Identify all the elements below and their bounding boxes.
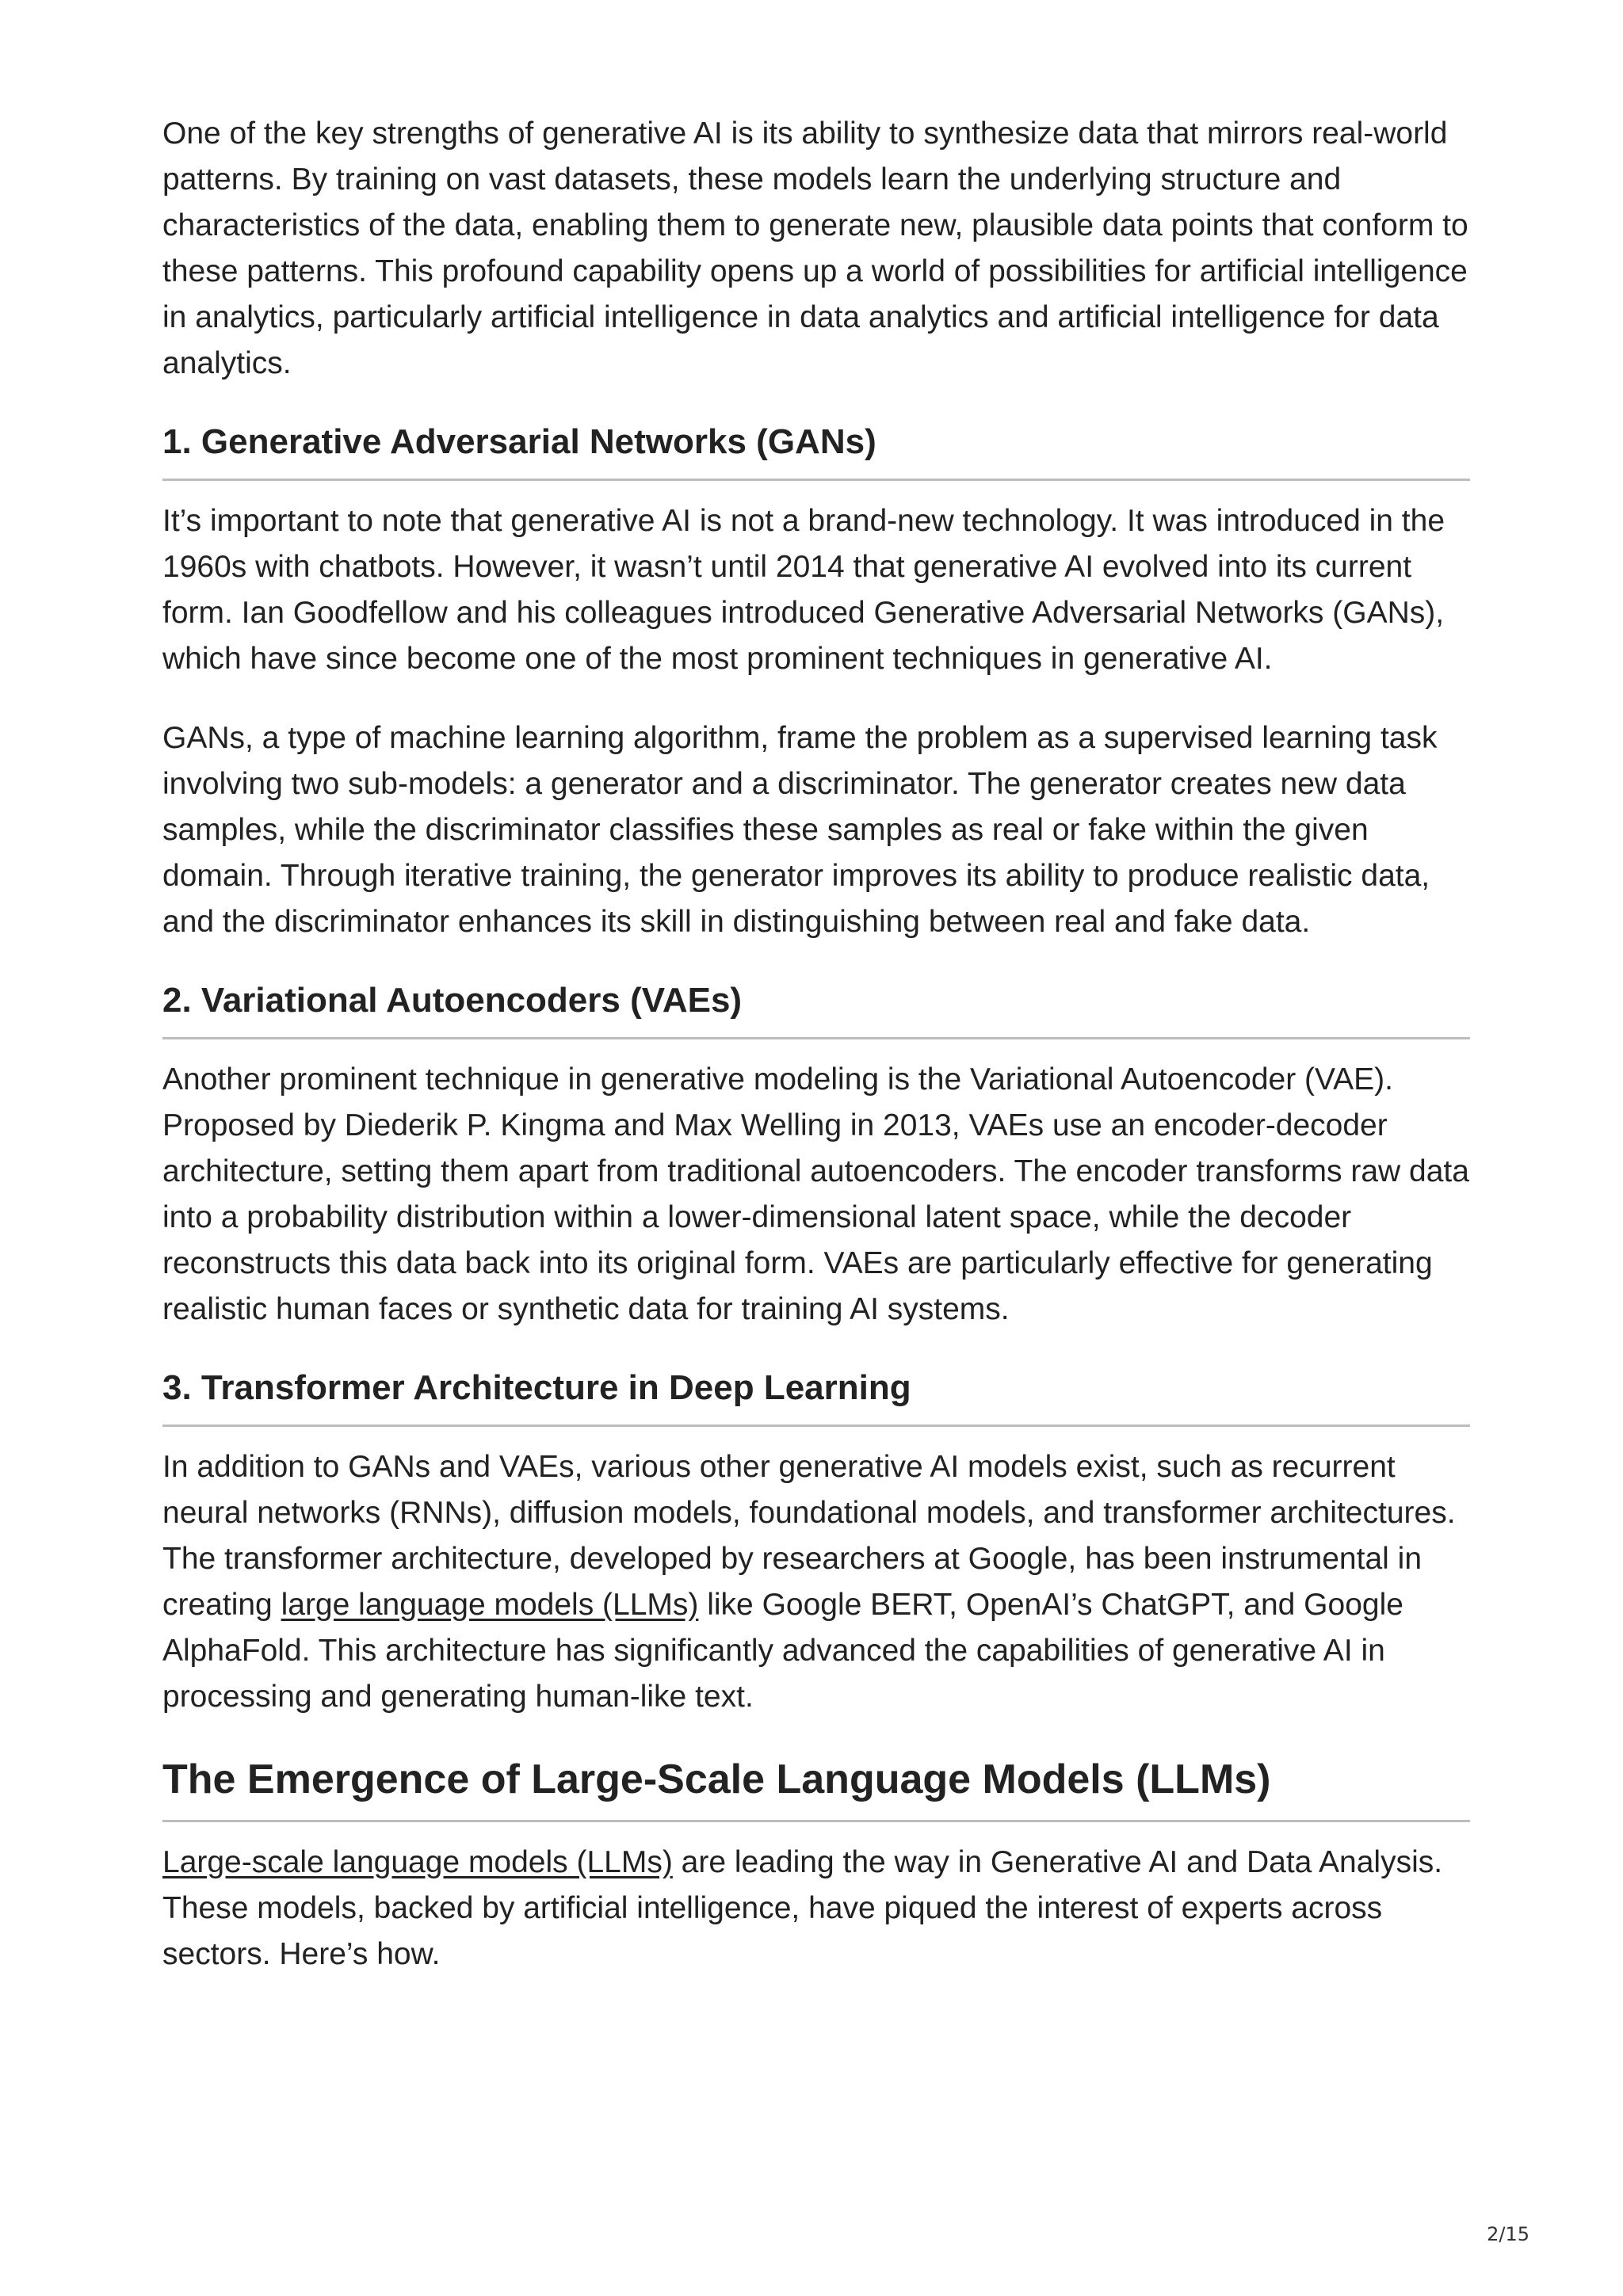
transformer-text-before-link: In addition to GANs and VAEs, various other generative AI models exist, such as recurrent neural networks (RNNs), diffusion models, foundational models, and transformer architectures. The transformer architecture, developed by researchers at Google, has been instrumental in creating <box>162 1450 1456 1622</box>
article-content <box>162 111 1470 2011</box>
section-heading-transformer: 3. Transformer Architecture in Deep Learning <box>162 1366 1470 1427</box>
transformer-text-after-link: like Google BERT, OpenAI’s ChatGPT, and Google AlphaFold. This architecture has significantly advanced the capabilities of generative AI in processing and generating human-like text. <box>162 1588 1403 1714</box>
section-heading-gans: 1. Generative Adversarial Networks (GANs) <box>162 420 1470 481</box>
vaes-paragraph: Another prominent technique in generative modeling is the Variational Autoencoder (VAE). Proposed by Diederik P. Kingma and Max Welling in 2013, VAEs use an encoder-decoder architecture, setting them apart from traditional autoencoders. The encoder transforms raw data into a probability distribution within a lower-dimensional latent space, while the decoder reconstructs this data back into its original form. VAEs are particularly effective for generating realistic human faces or synthetic data for training AI systems. <box>162 1062 1469 1326</box>
page-number: 2/15 <box>1487 2223 1529 2245</box>
llms-text-after-link: are leading the way in Generative AI and Data Analysis. These models, backed by artificial intelligence, have piqued the interest of experts across sectors. Here’s how. <box>162 1845 1443 1971</box>
section-heading-llms: The Emergence of Large-Scale Language Models (LLMs) <box>162 1753 1470 1822</box>
llms-paragraph <box>162 1840 1470 1978</box>
intro-paragraph: One of the key strengths of generative AI is its ability to synthesize data that mirrors real-world patterns. By training on vast datasets, these models learn the underlying structure and characteristics of the data, enabling them to generate new, plausible data points that conform to these patterns. This profound capability opens up a world of possibilities for artificial intelligence in analytics, particularly artificial intelligence in data analytics and artificial intelligence for data analytics. <box>162 116 1468 380</box>
section-heading-vaes: 2. Variational Autoencoders (VAEs) <box>162 978 1470 1039</box>
gans-paragraph-2: GANs, a type of machine learning algorithm, frame the problem as a supervised learning task involving two sub-models: a generator and a discriminator. The generator creates new data samples, while the discriminator classifies these samples as real or fake within the given domain. Through iterative training, the generator improves its ability to produce realistic data, and the discriminator enhances its skill in distinguishing between real and fake data. <box>162 721 1438 939</box>
llm-link[interactable]: large language models (LLMs) <box>281 1588 699 1622</box>
transformer-paragraph <box>162 1444 1470 1720</box>
large-scale-llm-link[interactable]: Large-scale language models (LLMs) <box>162 1845 673 1879</box>
gans-paragraph-1: It’s important to note that generative AI is not a brand-new technology. It was introduced in the 1960s with chatbots. However, it wasn’t until 2014 that generative AI evolved into its current form. Ian Goodfellow and his colleagues introduced Generative Adversarial Networks (GANs), which have since become one of the most prominent techniques in generative AI. <box>162 504 1445 676</box>
